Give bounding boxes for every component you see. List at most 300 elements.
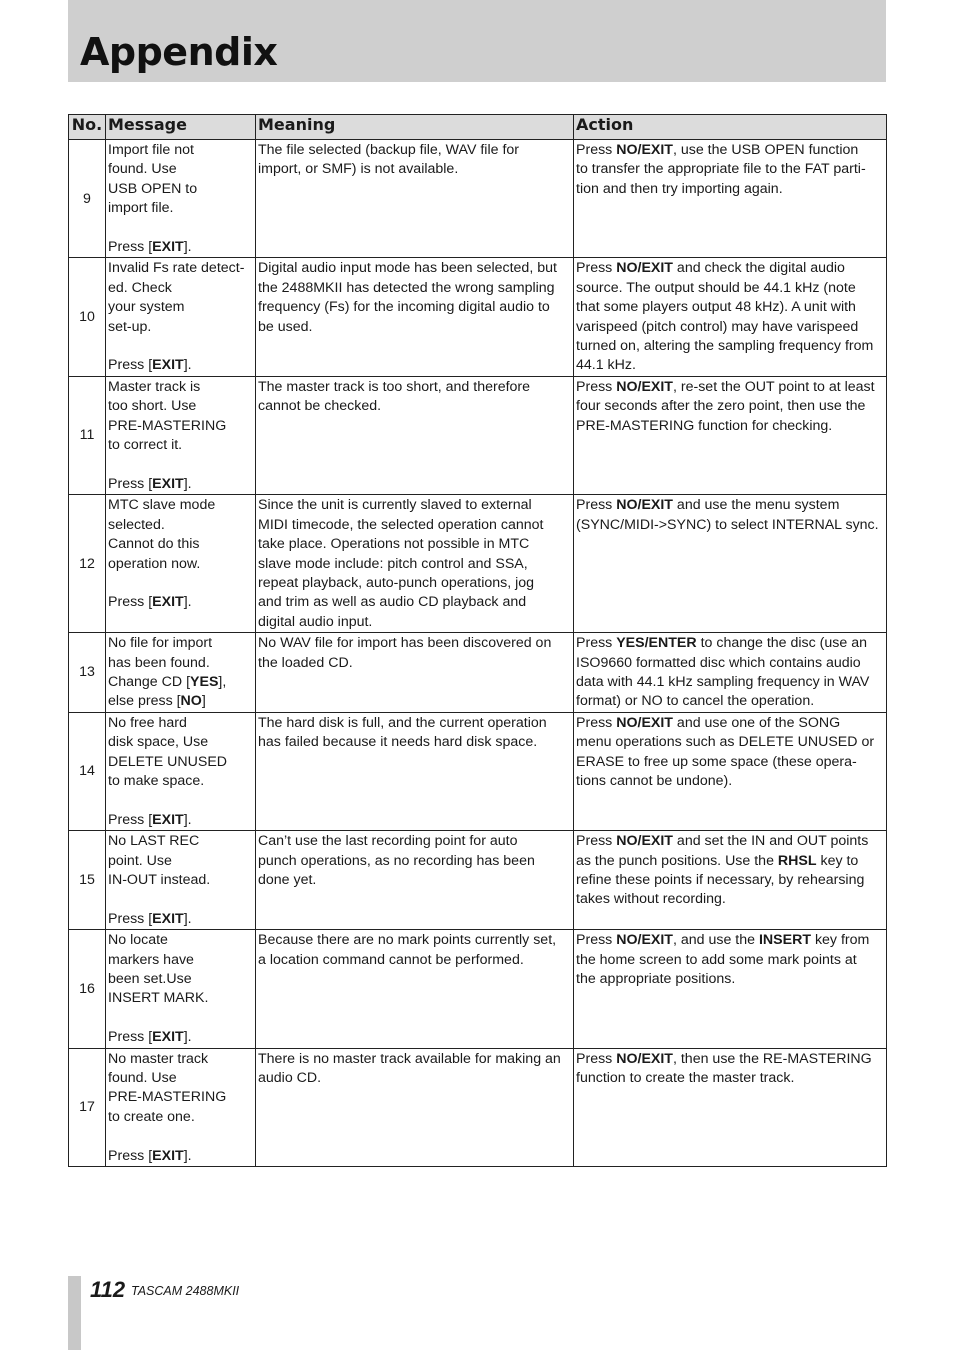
action-line: [576, 852, 884, 871]
text-segment: Press [: [108, 594, 153, 611]
blank-line: [108, 337, 253, 356]
meaning-line: [258, 871, 571, 890]
message-line: [108, 733, 253, 752]
action-line: [576, 1069, 884, 1088]
text-segment: ISO9660 formatted disc which contains audio: [576, 654, 861, 671]
key-name: NO/EXIT: [616, 378, 673, 395]
text-segment: Press: [576, 932, 617, 949]
action-line: [576, 871, 884, 890]
meaning-line: [258, 951, 571, 970]
blank-line: [108, 455, 253, 474]
text-segment: has been found.: [108, 654, 210, 671]
text-segment: PRE-MASTERING function for checking.: [576, 417, 833, 434]
table-row: [69, 831, 887, 930]
text-segment: Press: [576, 260, 617, 277]
text-segment: No file for import: [108, 635, 213, 652]
text-segment: format) or NO to cancel the operation.: [576, 693, 815, 710]
message-line: [108, 871, 253, 890]
text-segment: the home screen to add some mark points at: [576, 951, 857, 968]
message-line: [108, 259, 253, 278]
message-line: [108, 989, 253, 1008]
meaning-cell: [256, 633, 574, 713]
key-name: EXIT: [152, 357, 184, 374]
text-segment: , then use the RE-MASTERING: [672, 1050, 872, 1067]
message-line: [108, 593, 253, 612]
action-line: [576, 970, 884, 989]
meaning-line: [258, 832, 571, 851]
message-line: [108, 772, 253, 791]
meaning-line: [258, 1050, 571, 1069]
text-segment: Because there are no mark points currently set,: [258, 932, 557, 949]
meaning-line: [258, 397, 571, 416]
blank-line: [108, 791, 253, 810]
action-line: [576, 337, 884, 356]
action-line: [576, 634, 884, 653]
action-cell: [574, 258, 887, 376]
row-number: 13: [69, 633, 106, 713]
message-line: [108, 1028, 253, 1047]
text-segment: Since the unit is currently slaved to external: [258, 497, 532, 514]
text-segment: repeat playback, auto-punch operations, jog: [258, 574, 535, 591]
text-segment: Press: [576, 714, 617, 731]
message-line: [108, 634, 253, 653]
text-segment: ].: [183, 594, 192, 611]
message-line: [108, 356, 253, 375]
text-segment: found. Use: [108, 161, 177, 178]
text-segment: your system: [108, 299, 185, 316]
meaning-line: [258, 634, 571, 653]
action-cell: [574, 930, 887, 1048]
text-segment: and set the IN and OUT points: [672, 833, 869, 850]
text-segment: No locate: [108, 932, 168, 949]
action-line: [576, 180, 884, 199]
meaning-line: [258, 378, 571, 397]
text-segment: has failed because it needs hard disk space.: [258, 734, 538, 751]
action-cell: [574, 712, 887, 830]
message-line: [108, 931, 253, 950]
action-line: [576, 496, 884, 515]
action-line: [576, 1050, 884, 1069]
message-line: [108, 199, 253, 218]
text-segment: function to create the master track.: [576, 1070, 795, 1087]
text-segment: Press: [576, 635, 617, 652]
action-line: [576, 397, 884, 416]
meaning-cell: [256, 376, 574, 494]
action-line: [576, 279, 884, 298]
key-name: EXIT: [152, 910, 184, 927]
message-cell: [106, 831, 256, 930]
meaning-cell: [256, 258, 574, 376]
text-segment: , use the USB OPEN function: [672, 142, 859, 158]
text-segment: digital audio input.: [258, 613, 373, 630]
key-name: YES/ENTER: [616, 635, 697, 652]
message-line: [108, 318, 253, 337]
blank-line: [108, 219, 253, 238]
message-line: [108, 1069, 253, 1088]
text-segment: ].: [183, 811, 192, 828]
text-segment: varispeed (pitch control) may have varispeed: [576, 318, 859, 335]
key-name: RHSL: [777, 852, 817, 869]
text-segment: Press: [576, 833, 617, 850]
text-segment: audio CD.: [258, 1070, 322, 1087]
message-line: [108, 516, 253, 535]
action-line: [576, 772, 884, 791]
table-body: [69, 140, 887, 1167]
message-line: [108, 180, 253, 199]
text-segment: data with 44.1 kHz sampling frequency in WAV: [576, 673, 870, 690]
message-line: [108, 555, 253, 574]
meaning-line: [258, 733, 571, 752]
action-line: [576, 890, 884, 909]
meaning-line: [258, 574, 571, 593]
text-segment: The file selected (backup file, WAV file for: [258, 142, 519, 158]
meaning-line: [258, 298, 571, 317]
text-segment: MTC slave mode: [108, 497, 216, 514]
text-segment: take place. Operations not possible in MTC: [258, 536, 530, 553]
text-segment: Press: [576, 1050, 617, 1067]
action-line: [576, 356, 884, 375]
meaning-cell: [256, 712, 574, 830]
message-line: [108, 535, 253, 554]
blank-line: [108, 574, 253, 593]
text-segment: Digital audio input mode has been selected, but: [258, 260, 557, 277]
text-segment: too short. Use: [108, 398, 197, 415]
key-name: NO/EXIT: [616, 260, 673, 277]
text-segment: found. Use: [108, 1070, 177, 1087]
text-segment: , re-set the OUT point to at least: [672, 378, 875, 395]
message-line: [108, 692, 253, 711]
row-number: 17: [69, 1048, 106, 1166]
meaning-line: [258, 516, 571, 535]
action-line: [576, 378, 884, 397]
text-segment: key from: [811, 932, 870, 949]
row-number: 12: [69, 495, 106, 633]
text-segment: four seconds after the zero point, then use the: [576, 398, 866, 415]
message-line: [108, 475, 253, 494]
message-cell: [106, 495, 256, 633]
text-segment: Press [: [108, 239, 153, 256]
meaning-cell: [256, 495, 574, 633]
text-segment: No free hard: [108, 714, 187, 731]
text-segment: punch operations, as no recording has been: [258, 852, 535, 869]
action-line: [576, 318, 884, 337]
action-line: [576, 714, 884, 733]
text-segment: and check the digital audio: [672, 260, 845, 277]
text-segment: ].: [183, 239, 192, 256]
key-name: EXIT: [152, 475, 184, 492]
key-name: EXIT: [152, 811, 184, 828]
text-segment: refine these points if necessary, by rehearsing: [576, 871, 865, 888]
row-number: 11: [69, 376, 106, 494]
action-cell: [574, 1048, 887, 1166]
message-line: [108, 298, 253, 317]
message-line: [108, 951, 253, 970]
text-segment: as the punch positions. Use the: [576, 852, 778, 869]
text-segment: ].: [183, 1147, 192, 1164]
message-line: [108, 496, 253, 515]
action-cell: [574, 831, 887, 930]
message-line: [108, 654, 253, 673]
text-segment: , and use the: [672, 932, 759, 949]
action-line: [576, 417, 884, 436]
text-segment: ].: [183, 475, 192, 492]
action-line: [576, 160, 884, 179]
message-line: [108, 852, 253, 871]
message-line: [108, 714, 253, 733]
text-segment: INSERT MARK.: [108, 990, 209, 1007]
message-line: [108, 1050, 253, 1069]
text-segment: been set.Use: [108, 971, 192, 987]
text-segment: 44.1 kHz.: [576, 357, 636, 374]
message-line: [108, 910, 253, 929]
key-name: EXIT: [152, 239, 184, 256]
text-segment: tion and then try importing again.: [576, 180, 783, 197]
message-line: [108, 673, 253, 692]
text-segment: Press: [576, 497, 617, 514]
message-line: [108, 378, 253, 397]
action-line: [576, 832, 884, 851]
action-line: [576, 141, 884, 160]
message-line: [108, 832, 253, 851]
action-line: [576, 298, 884, 317]
meaning-line: [258, 931, 571, 950]
key-name: INSERT: [758, 932, 811, 949]
message-line: [108, 141, 253, 160]
action-line: [576, 733, 884, 752]
table-row: [69, 258, 887, 376]
message-cell: [106, 712, 256, 830]
meaning-line: [258, 160, 571, 179]
text-segment: and use the menu system: [672, 497, 840, 514]
message-line: [108, 970, 253, 989]
text-segment: Press [: [108, 1029, 153, 1046]
text-segment: The master track is too short, and therefore: [258, 378, 531, 395]
text-segment: to transfer the appropriate file to the FAT parti-: [576, 161, 866, 178]
table-row: [69, 495, 887, 633]
text-segment: the appropriate positions.: [576, 971, 736, 987]
meaning-line: [258, 279, 571, 298]
text-segment: point. Use: [108, 852, 172, 869]
text-segment: (SYNC/MIDI->SYNC) to select INTERNAL sync.: [576, 516, 879, 533]
action-line: [576, 931, 884, 950]
key-name: EXIT: [152, 1147, 184, 1164]
message-line: [108, 417, 253, 436]
action-line: [576, 951, 884, 970]
text-segment: Press [: [108, 910, 153, 927]
table-row: [69, 930, 887, 1048]
message-line: [108, 160, 253, 179]
text-segment: tions cannot be undone).: [576, 772, 733, 789]
key-name: EXIT: [152, 594, 184, 611]
message-line: [108, 1108, 253, 1127]
message-line: [108, 811, 253, 830]
meaning-line: [258, 535, 571, 554]
text-segment: Invalid Fs rate detect-: [108, 260, 245, 277]
text-segment: import file.: [108, 200, 174, 217]
column-header-action: Action: [574, 115, 887, 140]
row-number: 10: [69, 258, 106, 376]
text-segment: takes without recording.: [576, 891, 726, 908]
text-segment: slave mode include: pitch control and SSA,: [258, 555, 528, 572]
message-cell: [106, 1048, 256, 1166]
message-line: [108, 1088, 253, 1107]
text-segment: ].: [183, 910, 192, 927]
key-name: NO/EXIT: [616, 1050, 673, 1067]
message-line: [108, 1147, 253, 1166]
meaning-line: [258, 141, 571, 160]
text-segment: No LAST REC: [108, 833, 200, 850]
text-segment: ],: [218, 673, 227, 690]
text-segment: that some players output 48 kHz). A unit with: [576, 299, 856, 316]
meaning-line: [258, 496, 571, 515]
text-segment: and trim as well as audio CD playback and: [258, 594, 527, 611]
text-segment: the 2488MKII has detected the wrong sampling: [258, 279, 555, 296]
text-segment: Cannot do this: [108, 536, 200, 553]
text-segment: the loaded CD.: [258, 654, 353, 671]
column-header-no: No.: [69, 115, 106, 140]
text-segment: No WAV file for import has been discovered on: [258, 635, 552, 652]
table-header-row: [69, 115, 887, 140]
text-segment: Can’t use the last recording point for auto: [258, 833, 518, 850]
text-segment: Press [: [108, 1147, 153, 1164]
column-header-meaning: Meaning: [256, 115, 574, 140]
message-cell: [106, 376, 256, 494]
table-row: [69, 633, 887, 713]
text-segment: source. The output should be 44.1 kHz (note: [576, 279, 856, 296]
key-name: NO/EXIT: [616, 714, 673, 731]
text-segment: a location command cannot be performed.: [258, 951, 524, 968]
text-segment: IN-OUT instead.: [108, 871, 211, 888]
meaning-line: [258, 852, 571, 871]
meaning-cell: [256, 831, 574, 930]
message-line: [108, 279, 253, 298]
meaning-line: [258, 555, 571, 574]
action-cell: [574, 376, 887, 494]
table-row: [69, 376, 887, 494]
meaning-line: [258, 714, 571, 733]
meaning-line: [258, 613, 571, 632]
text-segment: USB OPEN to: [108, 180, 198, 197]
page-title: Appendix: [80, 30, 278, 74]
key-name: NO/EXIT: [616, 497, 673, 514]
action-line: [576, 673, 884, 692]
text-segment: Master track is: [108, 378, 201, 395]
text-segment: DELETE UNUSED: [108, 753, 228, 770]
action-cell: [574, 495, 887, 633]
footer-brand: TASCAM 2488MKII: [131, 1284, 240, 1298]
blank-line: [108, 1009, 253, 1028]
text-segment: import, or SMF) is not available.: [258, 161, 459, 178]
text-segment: The hard disk is full, and the current operation: [258, 714, 547, 731]
message-cell: [106, 930, 256, 1048]
text-segment: No master track: [108, 1050, 209, 1067]
action-line: [576, 259, 884, 278]
text-segment: MIDI timecode, the selected operation cannot: [258, 516, 544, 533]
text-segment: There is no master track available for making an: [258, 1050, 561, 1067]
meaning-line: [258, 1069, 571, 1088]
row-number: 14: [69, 712, 106, 830]
text-segment: and use one of the SONG: [672, 714, 841, 731]
key-name: NO/EXIT: [616, 932, 673, 949]
text-segment: ed. Check: [108, 279, 172, 296]
meaning-line: [258, 318, 571, 337]
key-name: NO: [180, 693, 202, 710]
text-segment: Press [: [108, 475, 153, 492]
meaning-line: [258, 593, 571, 612]
text-segment: set-up.: [108, 318, 152, 335]
text-segment: cannot be checked.: [258, 398, 382, 415]
key-name: EXIT: [152, 1029, 184, 1046]
blank-line: [108, 1127, 253, 1146]
key-name: NO/EXIT: [616, 142, 673, 158]
error-message-table: [68, 114, 887, 1167]
text-segment: done yet.: [258, 871, 317, 888]
key-name: NO/EXIT: [616, 833, 673, 850]
text-segment: to change the disc (use an: [696, 635, 868, 652]
footer-bar: [68, 1276, 81, 1350]
message-line: [108, 436, 253, 455]
text-segment: else press [: [108, 693, 181, 710]
text-segment: markers have: [108, 951, 194, 968]
text-segment: PRE-MASTERING: [108, 1089, 227, 1106]
message-cell: [106, 140, 256, 258]
text-segment: frequency (Fs) for the incoming digital audio to: [258, 299, 550, 316]
text-segment: Press [: [108, 811, 153, 828]
text-segment: Press: [576, 142, 617, 158]
text-segment: key to: [816, 852, 859, 869]
action-cell: [574, 633, 887, 713]
text-segment: operation now.: [108, 555, 201, 572]
text-segment: disk space, Use: [108, 734, 209, 751]
text-segment: ].: [183, 1029, 192, 1046]
meaning-line: [258, 259, 571, 278]
table-row: [69, 140, 887, 258]
page-number: 112: [90, 1277, 126, 1302]
meaning-cell: [256, 140, 574, 258]
message-cell: [106, 258, 256, 376]
text-segment: be used.: [258, 318, 313, 335]
action-cell: [574, 140, 887, 258]
row-number: 16: [69, 930, 106, 1048]
text-segment: ]: [201, 693, 206, 710]
blank-line: [108, 890, 253, 909]
text-segment: Press: [576, 378, 617, 395]
message-cell: [106, 633, 256, 713]
meaning-cell: [256, 1048, 574, 1166]
text-segment: ].: [183, 357, 192, 374]
row-number: 15: [69, 831, 106, 930]
table-row: [69, 712, 887, 830]
text-segment: to create one.: [108, 1108, 195, 1125]
text-segment: PRE-MASTERING: [108, 417, 227, 434]
action-line: [576, 692, 884, 711]
text-segment: selected.: [108, 516, 165, 533]
text-segment: turned on, altering the sampling frequency from: [576, 338, 874, 355]
table-row: [69, 1048, 887, 1166]
text-segment: Press [: [108, 357, 153, 374]
meaning-cell: [256, 930, 574, 1048]
action-line: [576, 654, 884, 673]
text-segment: to correct it.: [108, 437, 183, 454]
text-segment: Change CD [: [108, 673, 191, 690]
message-line: [108, 238, 253, 257]
message-line: [108, 753, 253, 772]
action-line: [576, 753, 884, 772]
text-segment: menu operations such as DELETE UNUSED or: [576, 734, 875, 751]
key-name: YES: [190, 673, 219, 690]
action-line: [576, 516, 884, 535]
text-segment: ERASE to free up some space (these opera-: [576, 753, 857, 770]
